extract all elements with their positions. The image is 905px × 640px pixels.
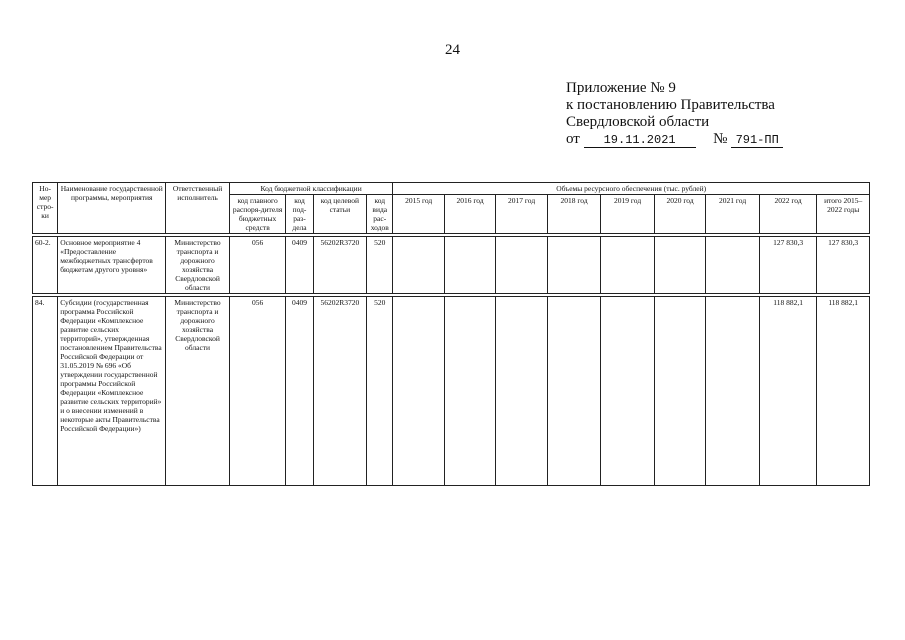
cell-row-no: 60-2.: [33, 237, 58, 294]
cell-target-item: 56202R3720: [313, 237, 367, 294]
header-year: 2016 год: [444, 195, 495, 234]
cell-executor: Министерство транспорта и дорожного хозяйства Свердловской области: [166, 237, 230, 294]
header-year: 2015 год: [393, 195, 444, 234]
cell-year-2022: 127 830,3: [759, 237, 817, 294]
header-name: Наименование государственной программы, мероприятия: [58, 183, 166, 234]
cell-year: [393, 297, 444, 486]
appendix-resolution: к постановлению Правительства: [566, 97, 775, 113]
cell-total: 118 882,1: [817, 297, 870, 486]
header-year: 2018 год: [547, 195, 601, 234]
header-target-item: код целевой статьи: [313, 195, 367, 234]
cell-subsection: 0409: [286, 237, 313, 294]
table-row: [33, 237, 870, 294]
table-row: [33, 297, 870, 486]
cell-year-2022: 118 882,1: [759, 297, 817, 486]
from-label: от: [566, 131, 580, 147]
header-subsection: код под-раз-дела: [286, 195, 313, 234]
header-year: 2022 год: [759, 195, 817, 234]
header-year: 2021 год: [706, 195, 760, 234]
resolution-number: 791-ПП: [731, 133, 783, 148]
cell-target-item: 56202R3720: [313, 297, 367, 486]
cell-year: [706, 237, 760, 294]
cell-chief-admin: 056: [229, 237, 286, 294]
cell-expense-type: 520: [367, 297, 393, 486]
cell-name: Субсидии (государственная программа Российской Федерации «Комплексное развитие сельских территорий», утвержденная постановлением Правительства Российской Федерации от 31.05.2019 № 696 «Об утверждении государственной программы Российской Федерации «Комплексное развитие сельских территорий» и о внесении изменений в некоторые акты Правительства Российской Федерации»): [58, 297, 166, 486]
cell-year: [547, 237, 601, 294]
cell-year: [393, 237, 444, 294]
cell-expense-type: 520: [367, 237, 393, 294]
header-total: итого 2015–2022 годы: [817, 195, 870, 234]
cell-row-no: 84.: [33, 297, 58, 486]
cell-year: [547, 297, 601, 486]
cell-name: Основное мероприятие 4 «Предоставление межбюджетных трансфертов бюджетам другого уровня»: [58, 237, 166, 294]
resolution-date: 19.11.2021: [584, 133, 696, 148]
cell-executor: Министерство транспорта и дорожного хозяйства Свердловской области: [166, 297, 230, 486]
appendix-region: Свердловской области: [566, 114, 710, 130]
header-year: 2017 год: [496, 195, 547, 234]
header-year: 2019 год: [601, 195, 655, 234]
appendix-date-number: [566, 131, 806, 148]
cell-year: [706, 297, 760, 486]
cell-year: [601, 237, 655, 294]
page-number: 24: [445, 42, 460, 58]
cell-year: [654, 297, 705, 486]
appendix-title: Приложение № 9: [566, 80, 676, 96]
cell-subsection: 0409: [286, 297, 313, 486]
cell-chief-admin: 056: [229, 297, 286, 486]
number-label: №: [713, 131, 728, 147]
header-year: 2020 год: [654, 195, 705, 234]
header-executor: Ответственный исполнитель: [166, 183, 230, 234]
cell-year: [496, 237, 547, 294]
cell-year: [496, 297, 547, 486]
cell-year: [444, 297, 495, 486]
header-row-no: Но-мер стро-ки: [33, 183, 58, 234]
header-resources: Объемы ресурсного обеспечения (тыс. рублей): [393, 183, 870, 195]
cell-year: [601, 297, 655, 486]
budget-table: [32, 182, 870, 486]
header-budget-classification: Код бюджетной классификации: [229, 183, 393, 195]
cell-year: [654, 237, 705, 294]
cell-year: [444, 237, 495, 294]
header-expense-type: код вида рас-ходов: [367, 195, 393, 234]
header-chief-admin: код главного распоря-дителя бюджетных средств: [229, 195, 286, 234]
appendix-block: [566, 80, 806, 148]
cell-total: 127 830,3: [817, 237, 870, 294]
